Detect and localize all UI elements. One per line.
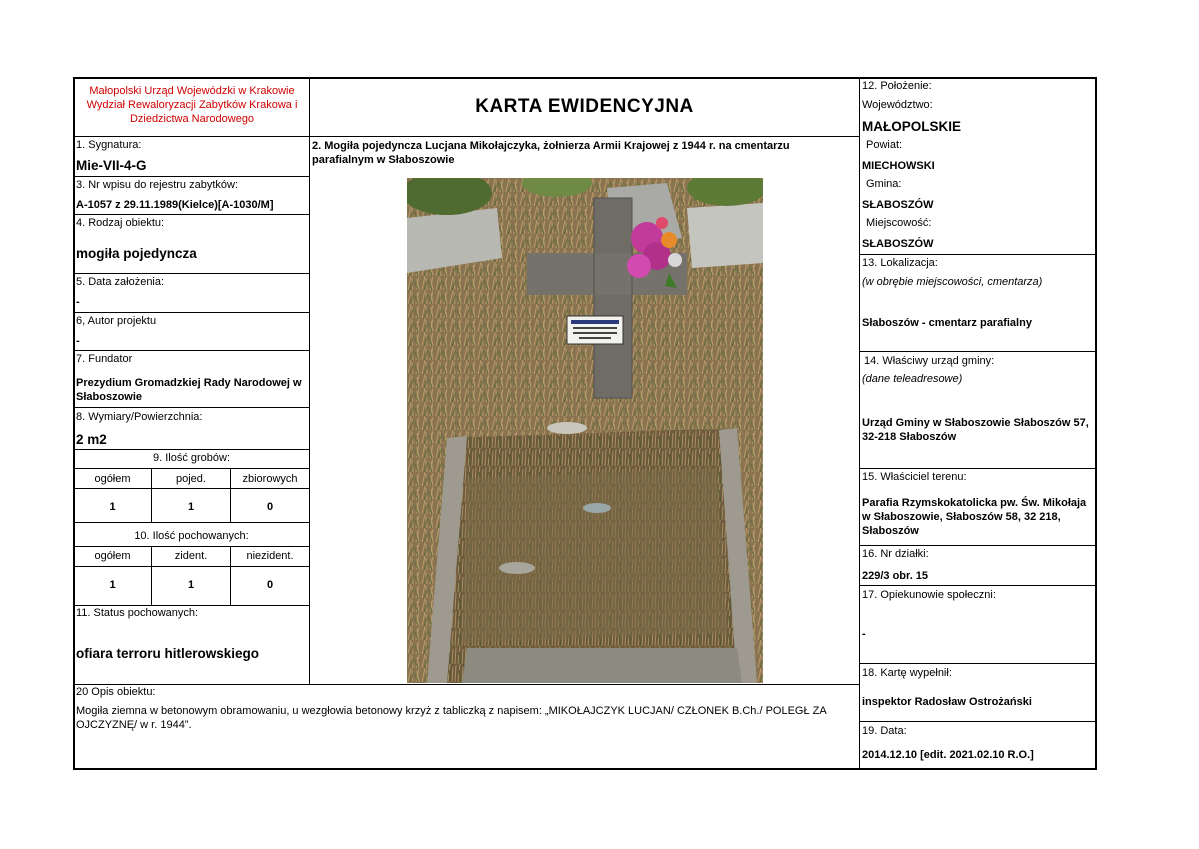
status-label: 11. Status pochowanych: — [76, 607, 199, 619]
grave-photo — [407, 178, 763, 683]
institution-line: Dziedzictwa Narodowego — [129, 113, 255, 125]
pochowani-header: ogółem — [94, 550, 131, 562]
card-title: KARTA EWIDENCYJNA — [475, 96, 694, 117]
lokalizacja-note: (w obrębie miejscowości, cmentarza) — [862, 276, 1043, 288]
wypelnil-label: 18. Kartę wypełnił: — [862, 667, 952, 679]
groby-header: ogółem — [94, 473, 131, 485]
divider — [74, 605, 309, 606]
pochowani-value: 1 — [109, 579, 116, 591]
institution-line: Wydział Rewaloryzacji Zabytków Krakowa i — [86, 99, 298, 111]
divider — [74, 522, 309, 523]
autor-value: - — [76, 335, 80, 347]
opis-text: Mogiła ziemna w betonowym obramowaniu, u wezgłowia betonowy krzyż z tabliczką z napisem: „MIKOŁAJCZYK LUCJAN/ CZŁONEK B.Ch./ POLEGŁ ZA OJCZYZNĘ/ w r. 1944”. — [76, 705, 827, 731]
wojewodztwo-value: MAŁOPOLSKIE — [862, 119, 962, 134]
autor-label: 6, Autor projektu — [76, 315, 157, 327]
data-label: 19. Data: — [862, 725, 907, 737]
opis-label: 20 Opis obiektu: — [76, 686, 156, 698]
data-zalozenia-label: 5. Data założenia: — [76, 276, 165, 288]
lokalizacja-label: 13. Lokalizacja: — [862, 257, 938, 269]
divider — [74, 350, 309, 351]
groby-header: zbiorowych — [242, 473, 298, 485]
rejestr-value: A-1057 z 29.11.1989(Kielce)[A-1030/M] — [76, 199, 274, 211]
wypelnil-value: inspektor Radosław Ostrożański — [862, 696, 1032, 708]
object-title: 2. Mogiła pojedyncza Lucjana Mikołajczyka, żołnierza Armii Krajowej z 1944 r. na cmentarzu parafialnym w Słaboszowie — [312, 140, 790, 166]
divider — [74, 546, 309, 547]
urzad-note: (dane teleadresowe) — [862, 373, 963, 385]
divider — [74, 214, 309, 215]
sygnatura-value: Mie-VII-4-G — [76, 158, 147, 173]
pochowani-value: 0 — [266, 579, 274, 591]
powiat-label: Powiat: — [866, 139, 903, 151]
gmina-label: Gmina: — [866, 178, 902, 190]
divider — [859, 721, 1096, 722]
pochowani-value: 1 — [187, 579, 195, 591]
rodzaj-label: 4. Rodzaj obiektu: — [76, 217, 165, 229]
divider — [74, 449, 309, 450]
sygnatura-label: 1. Sygnatura: — [76, 139, 142, 151]
fundator-label: 7. Fundator — [76, 353, 133, 365]
divider — [74, 488, 309, 489]
polozenie-label: 12. Położenie: — [862, 80, 932, 92]
divider — [859, 545, 1096, 546]
divider — [74, 136, 859, 137]
miejscowosc-value: SŁABOSZÓW — [862, 238, 934, 250]
divider — [74, 312, 309, 313]
groby-value: 1 — [187, 501, 195, 513]
status-value: ofiara terroru hitlerowskiego — [76, 646, 260, 661]
opiekunowie-value: - — [862, 628, 866, 640]
institution-name — [76, 84, 308, 126]
divider — [74, 407, 309, 408]
groby-header: pojed. — [176, 473, 206, 485]
urzad-value: Urząd Gminy w Słaboszowie Słaboszów 57, 32-218 Słaboszów — [862, 417, 1089, 443]
divider — [859, 351, 1096, 352]
divider — [859, 254, 1096, 255]
fundator-value: Prezydium Gromadzkiej Rady Narodowej w Słaboszowie — [76, 377, 302, 403]
wlasciciel-value: Parafia Rzymskokatolicka pw. Św. Mikołaja w Słaboszowie, Słaboszów 58, 32 218, Słaboszów — [862, 497, 1087, 537]
divider — [74, 684, 859, 685]
divider — [74, 176, 309, 177]
dzialka-value: 229/3 obr. 15 — [862, 570, 929, 582]
wlasciciel-label: 15. Właściciel terenu: — [862, 471, 967, 483]
gmina-value: SŁABOSZÓW — [862, 199, 934, 211]
groby-label: 9. Ilość grobów: — [152, 452, 231, 464]
data-zalozenia-value: - — [76, 296, 80, 308]
pochowani-header: zident. — [174, 550, 208, 562]
wymiary-value: 2 m2 — [76, 432, 107, 447]
divider — [74, 566, 309, 567]
pochowani-header: niezident. — [246, 550, 294, 562]
divider — [74, 273, 309, 274]
lokalizacja-value: Słaboszów - cmentarz parafialny — [862, 317, 1032, 329]
powiat-value: MIECHOWSKI — [862, 160, 935, 172]
institution-line: Małopolski Urząd Wojewódzki w Krakowie — [89, 85, 295, 97]
divider — [859, 585, 1096, 586]
divider — [859, 78, 860, 769]
divider — [309, 78, 310, 684]
pochowani-label: 10. Ilość pochowanych: — [134, 530, 249, 542]
miejscowosc-label: Miejscowość: — [866, 217, 932, 229]
wojewodztwo-label: Województwo: — [862, 99, 933, 111]
opiekunowie-label: 17. Opiekunowie społeczni: — [862, 589, 996, 601]
data-value: 2014.12.10 [edit. 2021.02.10 R.O.] — [862, 749, 1034, 761]
divider — [859, 663, 1096, 664]
divider — [74, 468, 309, 469]
groby-value: 0 — [266, 501, 274, 513]
rodzaj-value: mogiła pojedyncza — [76, 246, 197, 261]
dzialka-label: 16. Nr działki: — [862, 548, 929, 560]
rejestr-label: 3. Nr wpisu do rejestru zabytków: — [76, 179, 239, 191]
wymiary-label: 8. Wymiary/Powierzchnia: — [76, 411, 203, 423]
urzad-label: 14. Właściwy urząd gminy: — [864, 355, 995, 367]
divider — [859, 468, 1096, 469]
groby-value: 1 — [109, 501, 116, 513]
